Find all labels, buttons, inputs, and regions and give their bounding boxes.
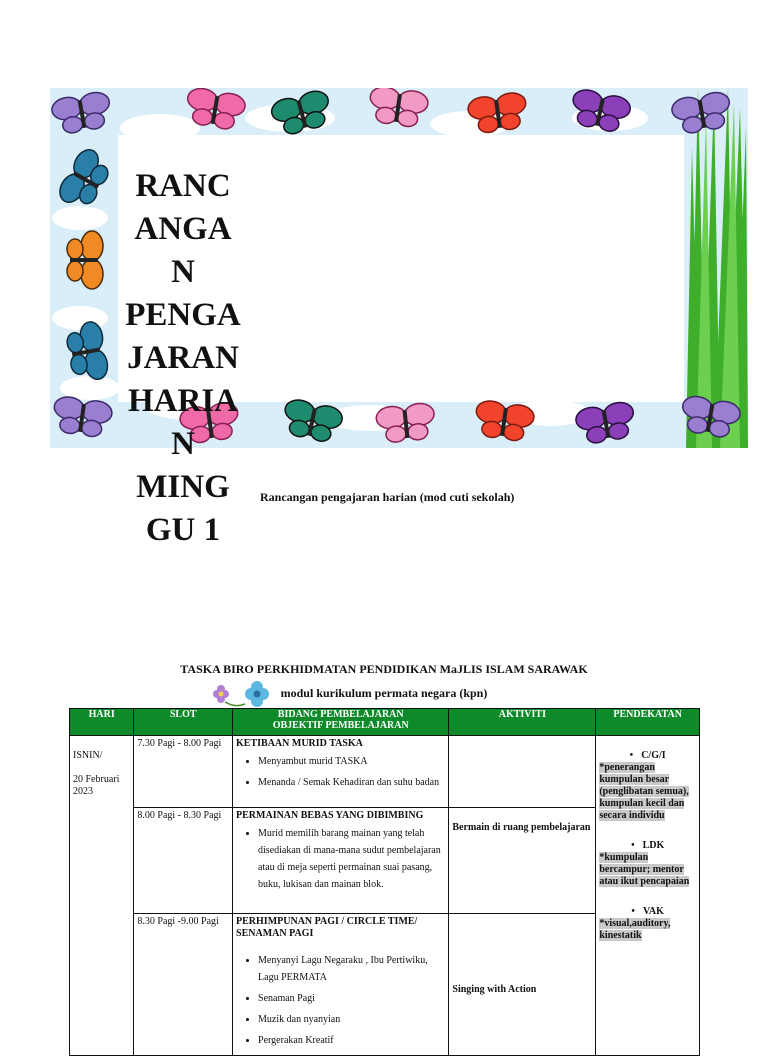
slot-cell: 7.30 Pagi - 8.00 Pagi	[134, 736, 233, 808]
aktiviti-cell	[449, 808, 596, 914]
list-item: • Senaman Pagi	[258, 990, 445, 1007]
page-title: RANC ANGA N PENGA JARAN HARIA N MING GU 1	[125, 168, 241, 548]
list-item: • Pergerakan Kreatif	[258, 1032, 445, 1049]
slot-cell: 8.30 Pagi -9.00 Pagi	[134, 914, 233, 1056]
bidang-cell	[233, 808, 449, 914]
pendekatan-head: • C/G/I	[599, 750, 696, 762]
lesson-plan-table	[69, 708, 700, 1056]
list-item: • Muzik dan nyanyian	[258, 1011, 445, 1028]
bidang-heading: PERHIMPUNAN PAGI / CIRCLE TIME/ SENAMAN PAGI	[236, 916, 418, 939]
bidang-heading: KETIBAAN MURID TASKA	[236, 738, 363, 749]
header-hari: HARI	[70, 709, 134, 736]
pendekatan-vak	[599, 906, 696, 942]
list-item: • Menyambut murid TASKA	[258, 753, 445, 770]
pendekatan-body: *visual,auditory, kinestatik	[599, 918, 671, 941]
aktiviti-text: Bermain di ruang pembelajaran	[452, 822, 591, 833]
hari-date: 20 Februari 2023	[73, 774, 120, 797]
header-pendekatan: PENDEKATAN	[596, 709, 700, 736]
organization-heading: TASKA BIRO PERKHIDMATAN PENDIDIKAN MaJLIS ISLAM SARAWAK	[180, 662, 588, 676]
list-item: • Murid memilih barang mainan yang telah disediakan di mana-mana sudut pembelajaran atau di meja seperti permainan suai pasang, buku, lukisan dan mainan blok.	[258, 825, 445, 893]
aktiviti-text: Singing with Action	[452, 984, 537, 995]
pendekatan-head: • LDK	[599, 840, 696, 852]
bidang-heading: PERMAINAN BEBAS YANG DIBIMBING	[236, 810, 424, 821]
aktiviti-cell	[449, 736, 596, 808]
pendekatan-ldk	[599, 840, 696, 888]
header-slot: SLOT	[134, 709, 233, 736]
pendekatan-cell	[596, 736, 700, 1056]
header-bidang-line2: OBJEKTIF PEMBELAJARAN	[272, 720, 409, 731]
header-bidang-line1: BIDANG PEMBELAJARAN	[277, 709, 404, 720]
table-header-row	[70, 709, 700, 736]
pendekatan-body: *kumpulan bercampur; mentor atau ikut pencapaian	[599, 852, 690, 887]
bidang-cell	[233, 736, 449, 808]
pendekatan-head: • VAK	[599, 906, 696, 918]
header-aktiviti: AKTIVITI	[449, 709, 596, 736]
pendekatan-body: *penerangan kumpulan besar (penglibatan semua), kumpulan kecil dan secara individu	[599, 762, 689, 821]
aktiviti-cell	[449, 914, 596, 1056]
bidang-cell	[233, 914, 449, 1056]
list-item: • Menyanyi Lagu Negaraku , Ibu Pertiwiku, Lagu PERMATA	[258, 952, 445, 986]
pendekatan-cgi	[599, 750, 696, 822]
hari-day: ISNIN/	[73, 750, 103, 761]
header-bidang	[233, 709, 449, 736]
list-item: • Menanda / Semak Kehadiran dan suhu badan	[258, 774, 445, 791]
table-row	[70, 736, 700, 808]
document-subtitle: Rancangan pengajaran harian (mod cuti sekolah)	[260, 490, 515, 504]
hari-cell	[70, 736, 134, 1056]
module-subheading: modul kurikulum permata negara (kpn)	[280, 686, 488, 700]
slot-cell: 8.00 Pagi - 8.30 Pagi	[134, 808, 233, 914]
